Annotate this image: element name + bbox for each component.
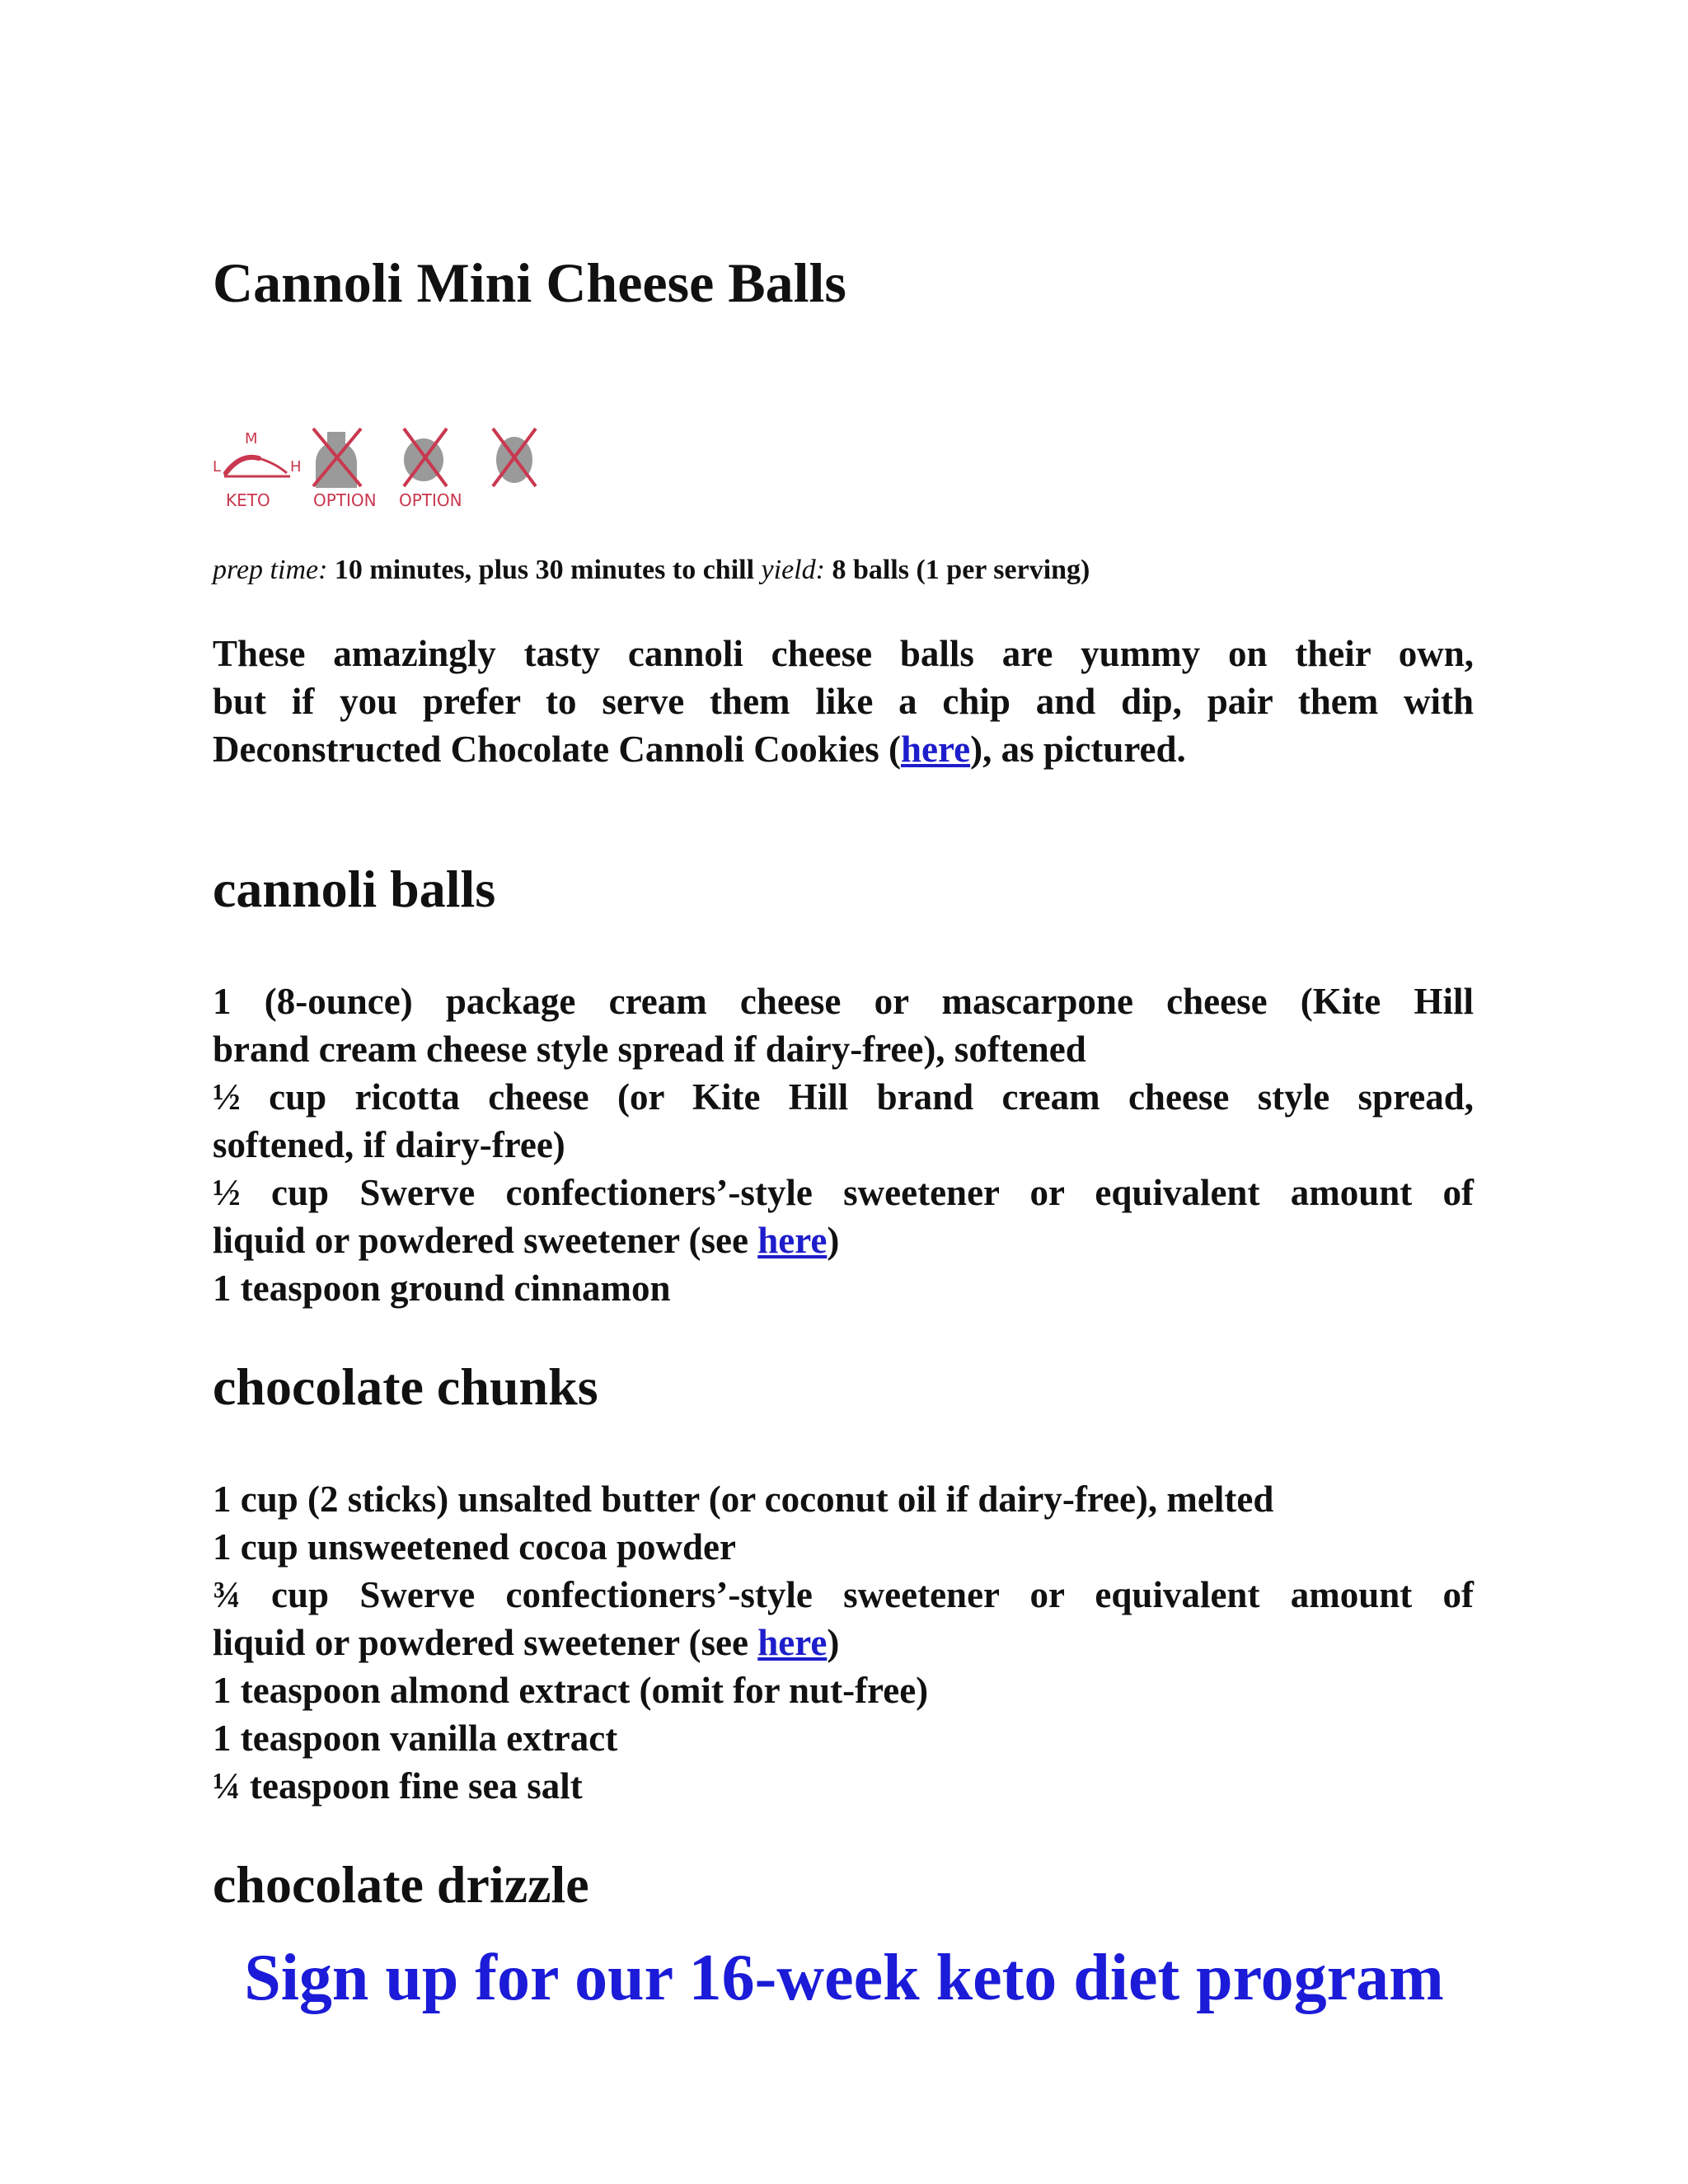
intro-paragraph bbox=[213, 630, 1474, 773]
recipe-title: Cannoli Mini Cheese Balls bbox=[213, 251, 846, 314]
chocolate-chunks-ingredients bbox=[213, 1475, 1474, 1810]
ingredient-line: ½ cup ricotta cheese (or Kite Hill brand cream cheese style spread, bbox=[213, 1076, 1474, 1118]
cannoli-balls-ingredients bbox=[213, 977, 1474, 1312]
ingredient-line: ¾ cup Swerve confectioners’-style sweetener or equivalent amount of bbox=[213, 1574, 1474, 1615]
prep-time-value: 10 minutes, plus 30 minutes to chill bbox=[334, 555, 755, 585]
nut-free-option-icon bbox=[399, 429, 462, 510]
cookies-link[interactable]: here bbox=[900, 729, 971, 770]
prep-time-label: prep time: bbox=[213, 555, 328, 585]
section-heading-chocolate-drizzle: chocolate drizzle bbox=[213, 1855, 589, 1914]
ingredient-line: softened, if dairy-free) bbox=[213, 1124, 565, 1165]
section-heading-cannoli-balls: cannoli balls bbox=[213, 860, 496, 918]
option-label-1: OPTION bbox=[313, 490, 377, 510]
ingredient-line: 1 teaspoon almond extract (omit for nut-free) bbox=[213, 1670, 929, 1711]
ingredient-line: 1 cup unsweetened cocoa powder bbox=[213, 1526, 736, 1568]
diet-badges bbox=[208, 422, 554, 521]
intro-line: These amazingly tasty cannoli cheese balls are yummy on their own, bbox=[213, 633, 1474, 674]
ingredient-line: liquid or powdered sweetener (see here) bbox=[213, 1220, 840, 1261]
ingredient-line: ¼ teaspoon fine sea salt bbox=[213, 1765, 583, 1807]
sweetener-link[interactable]: here bbox=[757, 1220, 828, 1261]
yield-label: yield: bbox=[761, 555, 825, 585]
yield-value: 8 balls (1 per serving) bbox=[832, 555, 1090, 585]
diet-badge-icons bbox=[208, 422, 554, 521]
ingredient-line: 1 teaspoon vanilla extract bbox=[213, 1718, 618, 1759]
egg-free-icon bbox=[493, 429, 536, 486]
signup-cta-link[interactable]: Sign up for our 16-week keto diet program bbox=[244, 1942, 1444, 2014]
ingredient-line: 1 (8-ounce) package cream cheese or mascarpone cheese (Kite Hill bbox=[213, 981, 1474, 1022]
sweetener-link[interactable]: here bbox=[757, 1622, 828, 1663]
intro-line: but if you prefer to serve them like a chip and dip, pair them with bbox=[213, 681, 1474, 722]
keto-label: KETO bbox=[226, 490, 270, 510]
keto-scale-l: L bbox=[213, 458, 222, 476]
intro-line: Deconstructed Chocolate Cannoli Cookies (here), as pictured. bbox=[213, 729, 1186, 770]
option-label-2: OPTION bbox=[399, 490, 462, 510]
ingredient-line: 1 cup (2 sticks) unsalted butter (or coconut oil if dairy-free), melted bbox=[213, 1479, 1274, 1520]
ingredient-line: brand cream cheese style spread if dairy-free), softened bbox=[213, 1029, 1086, 1070]
keto-scale-m: M bbox=[245, 430, 258, 448]
dairy-free-option-icon bbox=[313, 429, 377, 510]
recipe-meta bbox=[213, 552, 1090, 588]
ingredient-line: liquid or powdered sweetener (see here) bbox=[213, 1622, 840, 1663]
ingredient-line: ½ cup Swerve confectioners’-style sweetener or equivalent amount of bbox=[213, 1172, 1474, 1213]
keto-scale-h: H bbox=[290, 458, 302, 476]
section-heading-chocolate-chunks: chocolate chunks bbox=[213, 1357, 598, 1416]
keto-scale-icon bbox=[213, 430, 302, 510]
ingredient-line: 1 teaspoon ground cinnamon bbox=[213, 1268, 671, 1309]
